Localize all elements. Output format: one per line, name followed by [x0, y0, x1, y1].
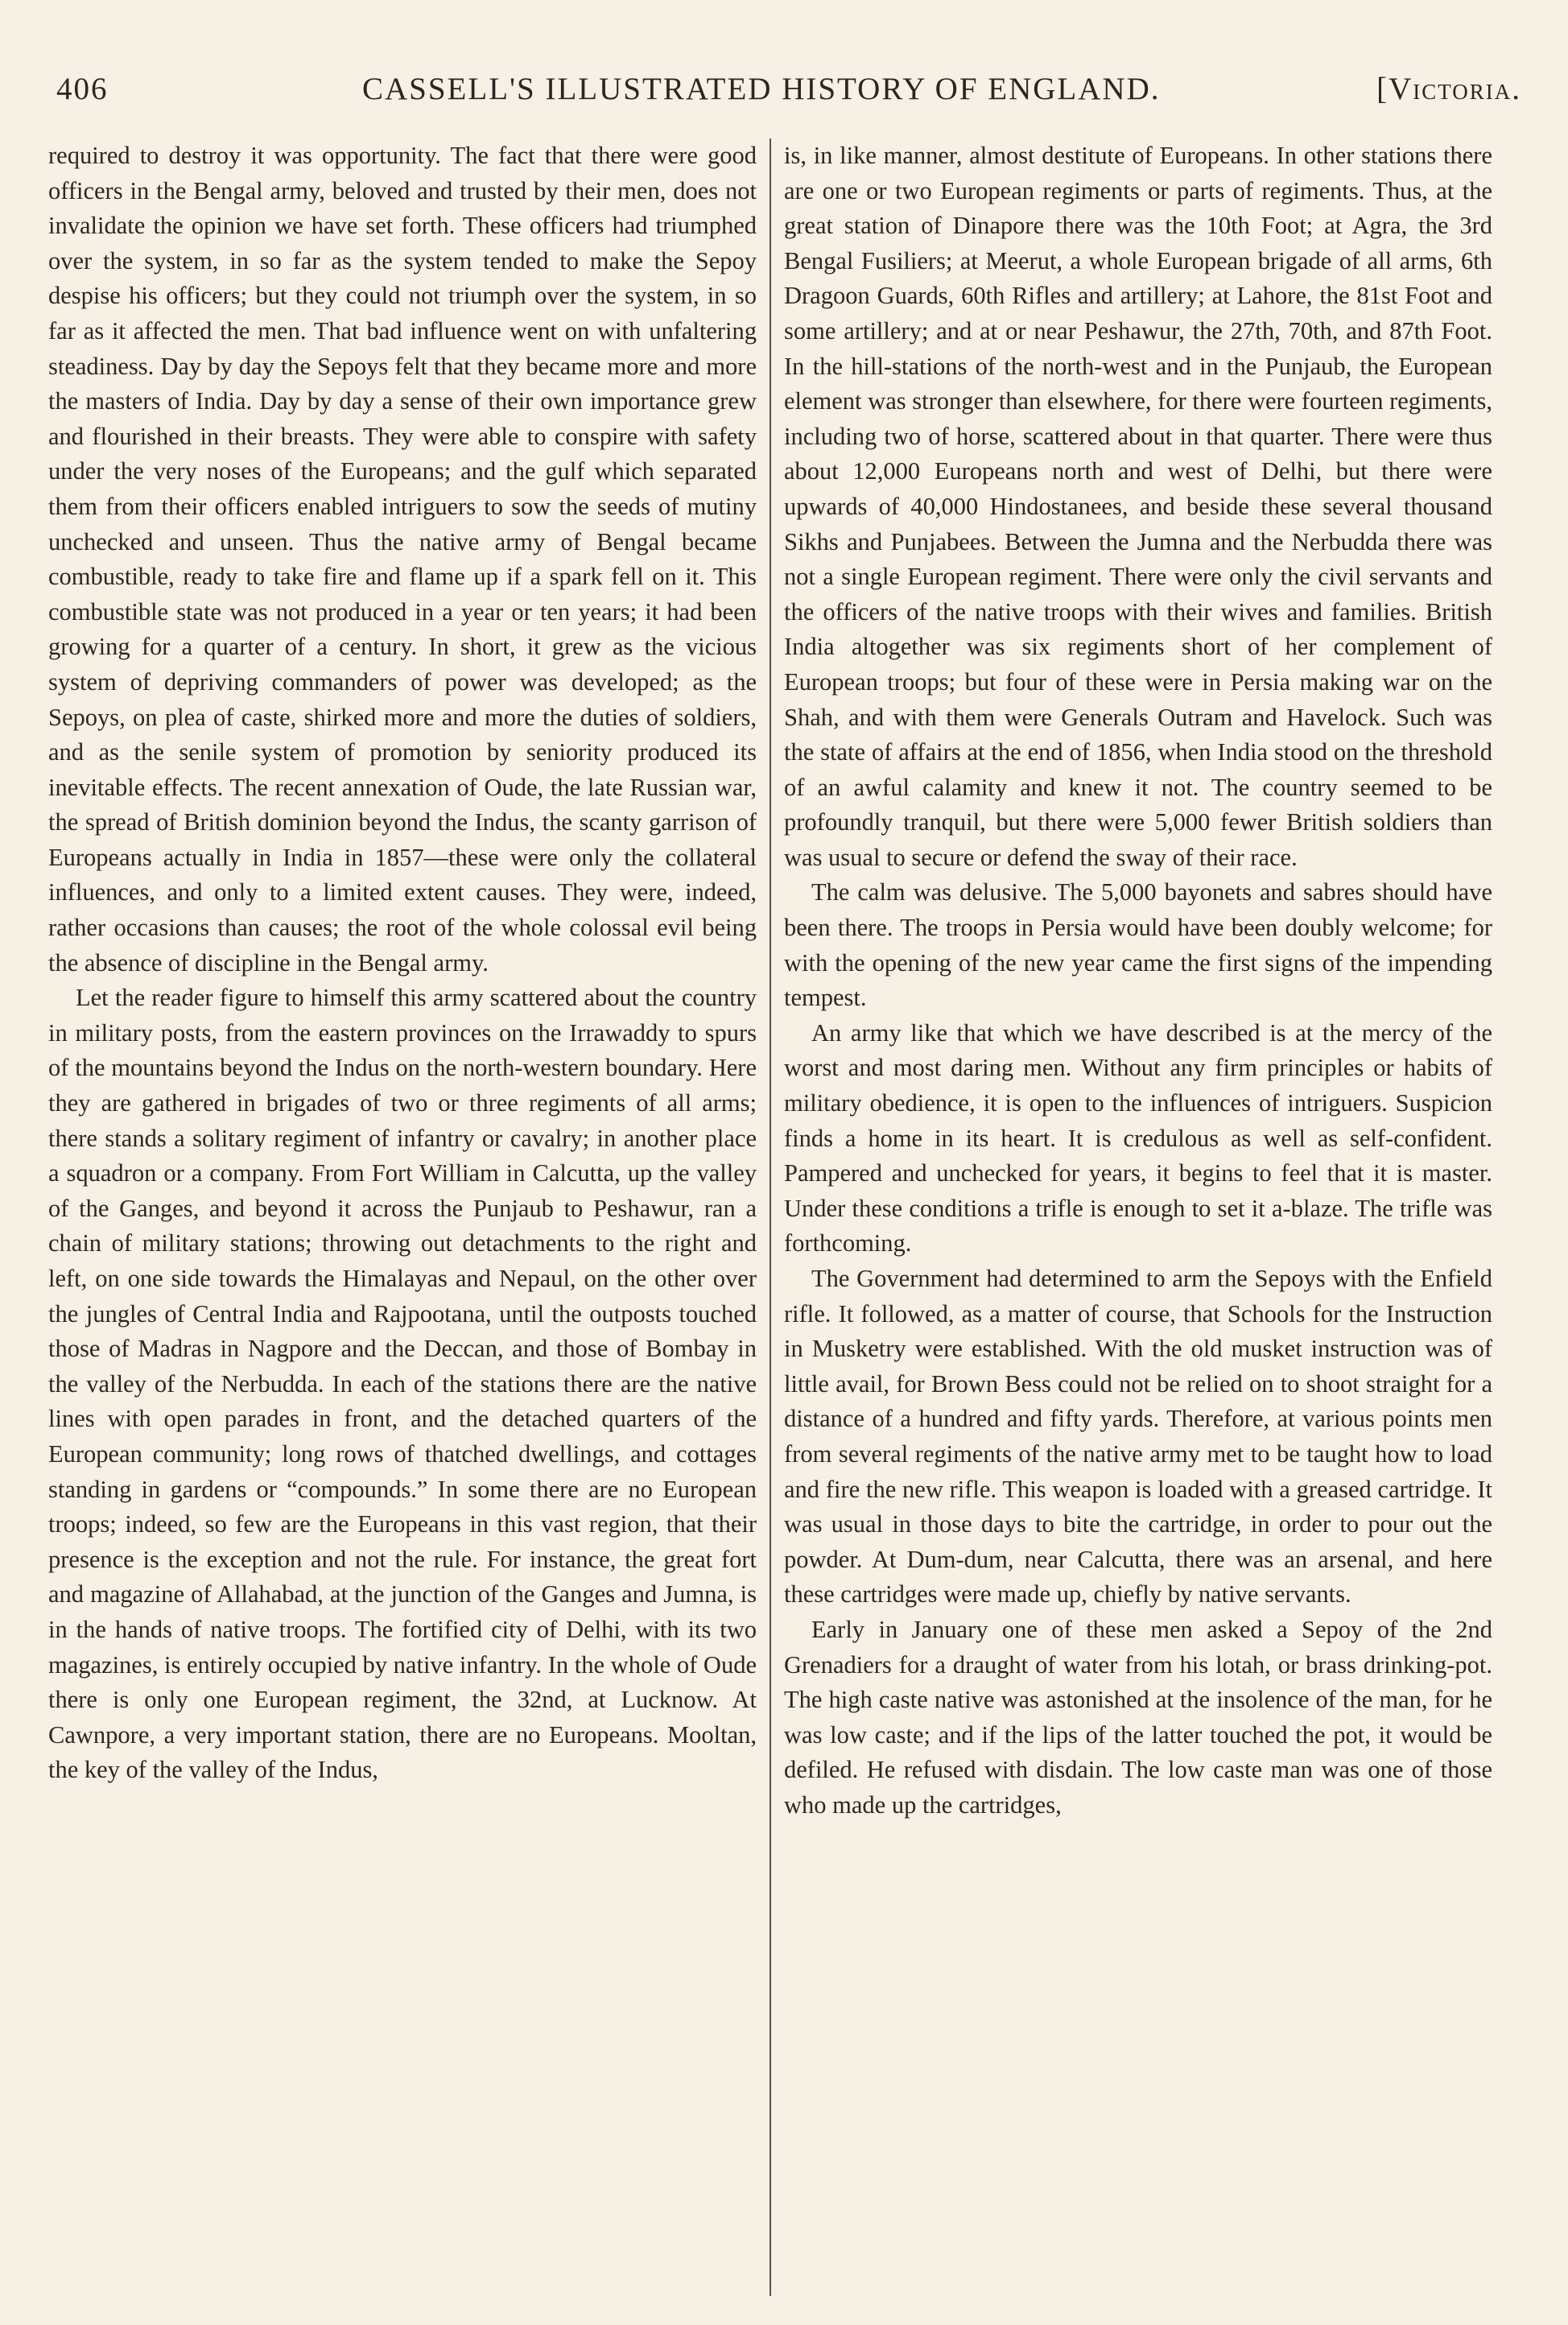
book-title: CASSELL'S ILLUSTRATED HISTORY OF ENGLAND.	[362, 72, 1161, 106]
left-column	[48, 138, 757, 2304]
page-number: 406	[56, 72, 109, 106]
paragraph: is, in like manner, almost destitute of Europeans. In other stations there are one or two European regiments or parts of regiments. Thus, at the great station of Dinapore there was the 10th Foot; at Agra, the 3rd Bengal Fusiliers; at Meerut, a whole European brigade of all arms, 6th Dragoon Guards, 60th Rifles and artillery; at Lahore, the 81st Foot and some artillery; and at or near Peshawur, the 27th, 70th, and 87th Foot. In the hill-stations of the north-west and in the Punjaub, the European element was stronger than elsewhere, for there were fourteen regiments, including two of horse, scattered about in that quarter. There were thus about 12,000 Europeans north and west of Delhi, but there were upwards of 40,000 Hindostanees, and beside these several thousand Sikhs and Punjabees. Between the Jumna and the Nerbudda there was not a single European regiment. There were only the civil servants and the officers of the native troops with their wives and families. British India altogether was six regiments short of her complement of European troops; but four of these were in Persia making war on the Shah, and with them were Generals Outram and Havelock. Such was the state of affairs at the end of 1856, when India stood on the threshold of an awful calamity and knew it not. The country seemed to be profoundly tranquil, but there were 5,000 fewer British soldiers than was usual to secure or defend the sway of their race.	[784, 142, 1492, 871]
paragraph: Early in January one of these men asked a Sepoy of the 2nd Grenadiers for a draught of water from his lotah, or brass drinking-pot. The high caste native was astonished at the insolence of the man, for he was low caste; and if the lips of the latter touched the pot, it would be defiled. He refused with disdain. The low caste man was one of those who made up the cartridges,	[784, 1615, 1492, 1819]
column-divider	[770, 138, 771, 2296]
paragraph: The calm was delusive. The 5,000 bayonets and sabres should have been there. The troops in Persia would have been doubly welcome; for with the opening of the new year came the first signs of the impending tempest.	[784, 878, 1492, 1012]
right-column	[784, 138, 1492, 2304]
running-header	[56, 71, 1521, 119]
paragraph: An army like that which we have described is at the mercy of the worst and most daring men. Without any firm principles or habits of military obedience, it is open to the influences of intriguers. Suspicion finds a home in its heart. It is credulous as well as self-confident. Pampered and unchecked for years, it begins to feel that it is master. Under these conditions a trifle is enough to set it a-blaze. The trifle was forthcoming.	[784, 1018, 1492, 1257]
paragraph: The Government had determined to arm the Sepoys with the Enfield rifle. It followed, as a matter of course, that Schools for the Instruction in Musketry were established. With the old musket instruction was of little avail, for Brown Bess could not be relied on to shoot straight for a distance of a hundred and fifty yards. Therefore, at various points men from several regiments of the native army met to be taught how to load and fire the new rifle. This weapon is loaded with a greased cartridge. It was usual in those days to bite the cartridge, in order to pour out the powder. At Dum-dum, near Calcutta, there was an arsenal, and here these cartridges were made up, chiefly by native servants.	[784, 1265, 1492, 1609]
paragraph: required to destroy it was opportunity. The fact that there were good officers in the Bengal army, beloved and trusted by their men, does not invalidate the opinion we have set forth. These officers had triumphed over the system, in so far as the system tended to make the Sepoy despise his officers; but they could not triumph over the system, in so far as it affected the men. That bad influence went on with unfaltering steadiness. Day by day the Sepoys felt that they became more and more the masters of India. Day by day a sense of their own importance grew and flourished in their breasts. They were able to conspire with safety under the very noses of the Europeans; and the gulf which separated them from their officers enabled intriguers to sow the seeds of mutiny unchecked and unseen. Thus the native army of Bengal became combustible, ready to take fire and flame up if a spark fell on it. This combustible state was not produced in a year or ten years; it had been growing for a quarter of a century. In short, it grew as the vicious system of depriving commanders of power was developed; as the Sepoys, on plea of caste, shirked more and more the duties of soldiers, and as the senile system of promotion by seniority produced its inevitable effects. The recent annexation of Oude, the late Russian war, the spread of British dominion beyond the Indus, the scanty garrison of Europeans actually in India in 1857—these were only the collateral influences, and only to a limited extent causes. They were, indeed, rather occasions than causes; the root of the whole colossal evil being the absence of discipline in the Bengal army.	[48, 142, 757, 977]
paragraph: Let the reader figure to himself this army scattered about the country in military posts, from the eastern provinces on the Irrawaddy to spurs of the mountains beyond the Indus on the north-western boundary. Here they are gathered in brigades of two or three regiments of all arms; there stands a solitary regiment of infantry or cavalry; in another place a squadron or a company. From Fort William in Calcutta, up the valley of the Ganges, and beyond it across the Punjaub to Peshawur, ran a chain of military stations; throwing out detachments to the right and left, on one side towards the Himalayas and Nepaul, on the other over the jungles of Central India and Rajpootana, until the outposts touched those of Madras in Nagpore and the Deccan, and those of Bombay in the valley of the Nerbudda. In each of the stations there are the native lines with open parades in front, and the detached quarters of the European community; long rows of thatched dwellings, and cottages standing in gardens or “compounds.” In some there are no European troops; indeed, so few are the Europeans in this vast region, that their presence is the exception and not the rule. For instance, the great fort and magazine of Allahabad, at the junction of the Ganges and Jumna, is in the hands of native troops. The fortified city of Delhi, with its two magazines, is entirely occupied by native infantry. In the whole of Oude there is only one European regiment, the 32nd, at Lucknow. At Cawnpore, a very important station, there are no Europeans. Mooltan, the key of the valley of the Indus,	[48, 984, 757, 1784]
reign-label: [Victoria.	[1376, 72, 1521, 106]
